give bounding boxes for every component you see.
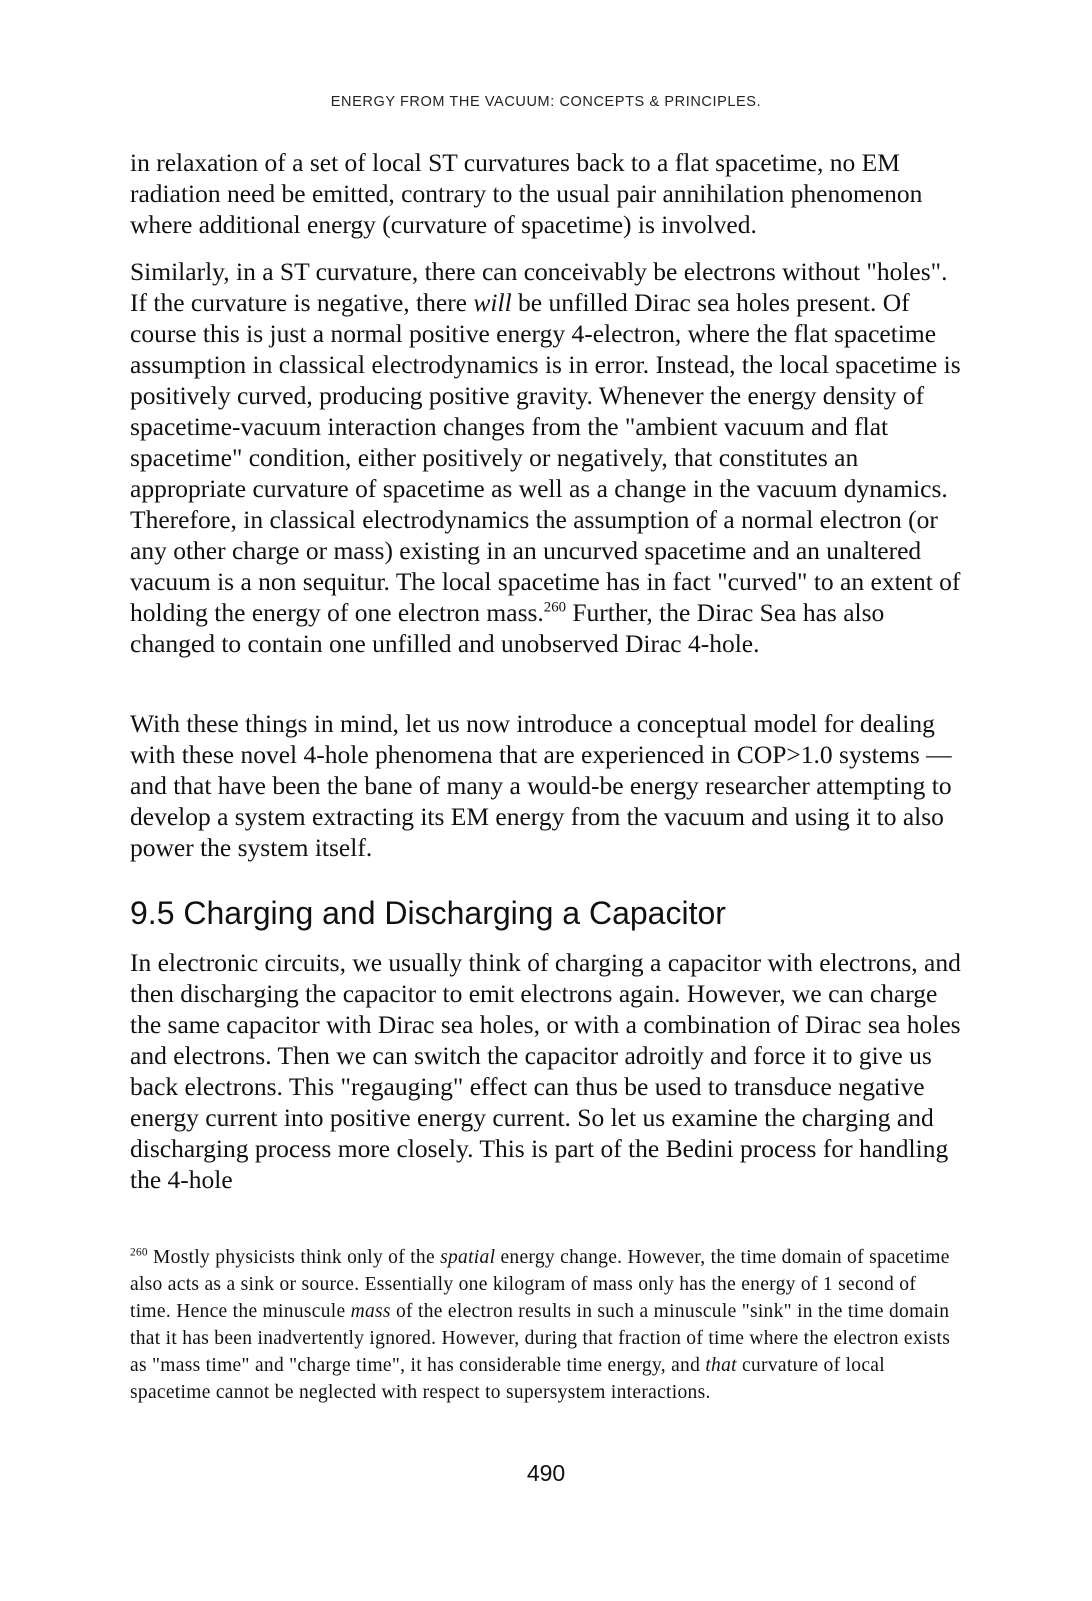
footnote-part-b: energy change. However, the time domain of spacetime also acts as a sink or source. Essentially one kilogram of mass only has the energy of 1 second of time. Hence the minuscule	[130, 1247, 950, 1322]
paragraph-2-text	[130, 256, 962, 659]
footnote-text	[130, 1244, 960, 1406]
page-number: 490	[526, 1460, 566, 1486]
footnote-emphasis-that: that	[705, 1355, 737, 1376]
footnote	[130, 1244, 960, 1406]
paragraph-3	[130, 708, 962, 863]
running-head: ENERGY FROM THE VACUUM: CONCEPTS & PRINCIPLES.	[330, 94, 762, 110]
footnote-emphasis-mass: mass	[350, 1301, 391, 1322]
paragraph-2	[130, 256, 962, 659]
paragraph-2-part-c: Further, the Dirac Sea has also changed to contain one unfilled and unobserved Dirac 4-hole.	[130, 598, 885, 658]
footnote-reference[interactable]: 260	[543, 599, 566, 616]
footnote-part-d: curvature of local spacetime cannot be neglected with respect to supersystem interactions.	[130, 1355, 885, 1403]
paragraph-2-part-b: be unfilled Dirac sea holes present. Of course this is just a normal positive energy 4-electron, where the flat spacetime assumption in classical electrodynamics is in error. Instead, the local spacetime is positively curved, producing positive gravity. Whenever the energy density of spacetime-vacuum interaction changes from the "ambient vacuum and flat spacetime" condition, either positively or negatively, that constitutes an appropriate curvature of spacetime as well as a change in the vacuum dynamics. Therefore, in classical electrodynamics the assumption of a normal electron (or any other charge or mass) existing in an uncurved spacetime and an unaltered vacuum is a non sequitur. The local spacetime has in fact "curved" to an extent of holding the energy of one electron mass.	[130, 288, 961, 627]
paragraph-4-text: In electronic circuits, we usually think of charging a capacitor with electrons, and then discharging the capacitor to emit electrons again. However, we can charge the same capacitor with Dirac sea holes, or with a combination of Dirac sea holes and electrons. Then we can switch the capacitor adroitly and force it to give us back electrons. This "regauging" effect can thus be used to transduce negative energy current into positive energy current. So let us examine the charging and discharging process more closely. This is part of the Bedini process for handling the 4-hole	[130, 948, 961, 1194]
footnote-part-c: of the electron results in such a minuscule "sink" in the time domain that it has been inadvertently ignored. However, during that fraction of time where the electron exists as "mass time" and "charge time", it has considerable time energy, and	[130, 1301, 951, 1376]
paragraph-2-emphasis: will	[473, 288, 512, 317]
paragraph-2-part-a: Similarly, in a ST curvature, there can conceivably be electrons without "holes". If the curvature is negative, there	[130, 257, 948, 317]
paragraph-3-text: With these things in mind, let us now introduce a conceptual model for dealing with these novel 4-hole phenomena that are experienced in COP>1.0 systems — and that have been the bane of many a would-be energy researcher attempting to develop a system extracting its EM energy from the vacuum and using it to also power the system itself.	[130, 709, 952, 862]
paragraph-4	[130, 947, 962, 1195]
footnote-number: 260	[130, 1246, 148, 1259]
footnote-emphasis-spatial: spatial	[440, 1247, 496, 1268]
footnote-part-a: Mostly physicists think only of the	[147, 1247, 441, 1268]
paragraph-1-text: in relaxation of a set of local ST curvatures back to a flat spacetime, no EM radiation need be emitted, contrary to the usual pair annihilation phenomenon where additional energy (curvature of spacetime) is involved.	[130, 148, 923, 239]
section-heading: 9.5 Charging and Discharging a Capacitor	[130, 895, 726, 931]
paragraph-1	[130, 147, 962, 240]
